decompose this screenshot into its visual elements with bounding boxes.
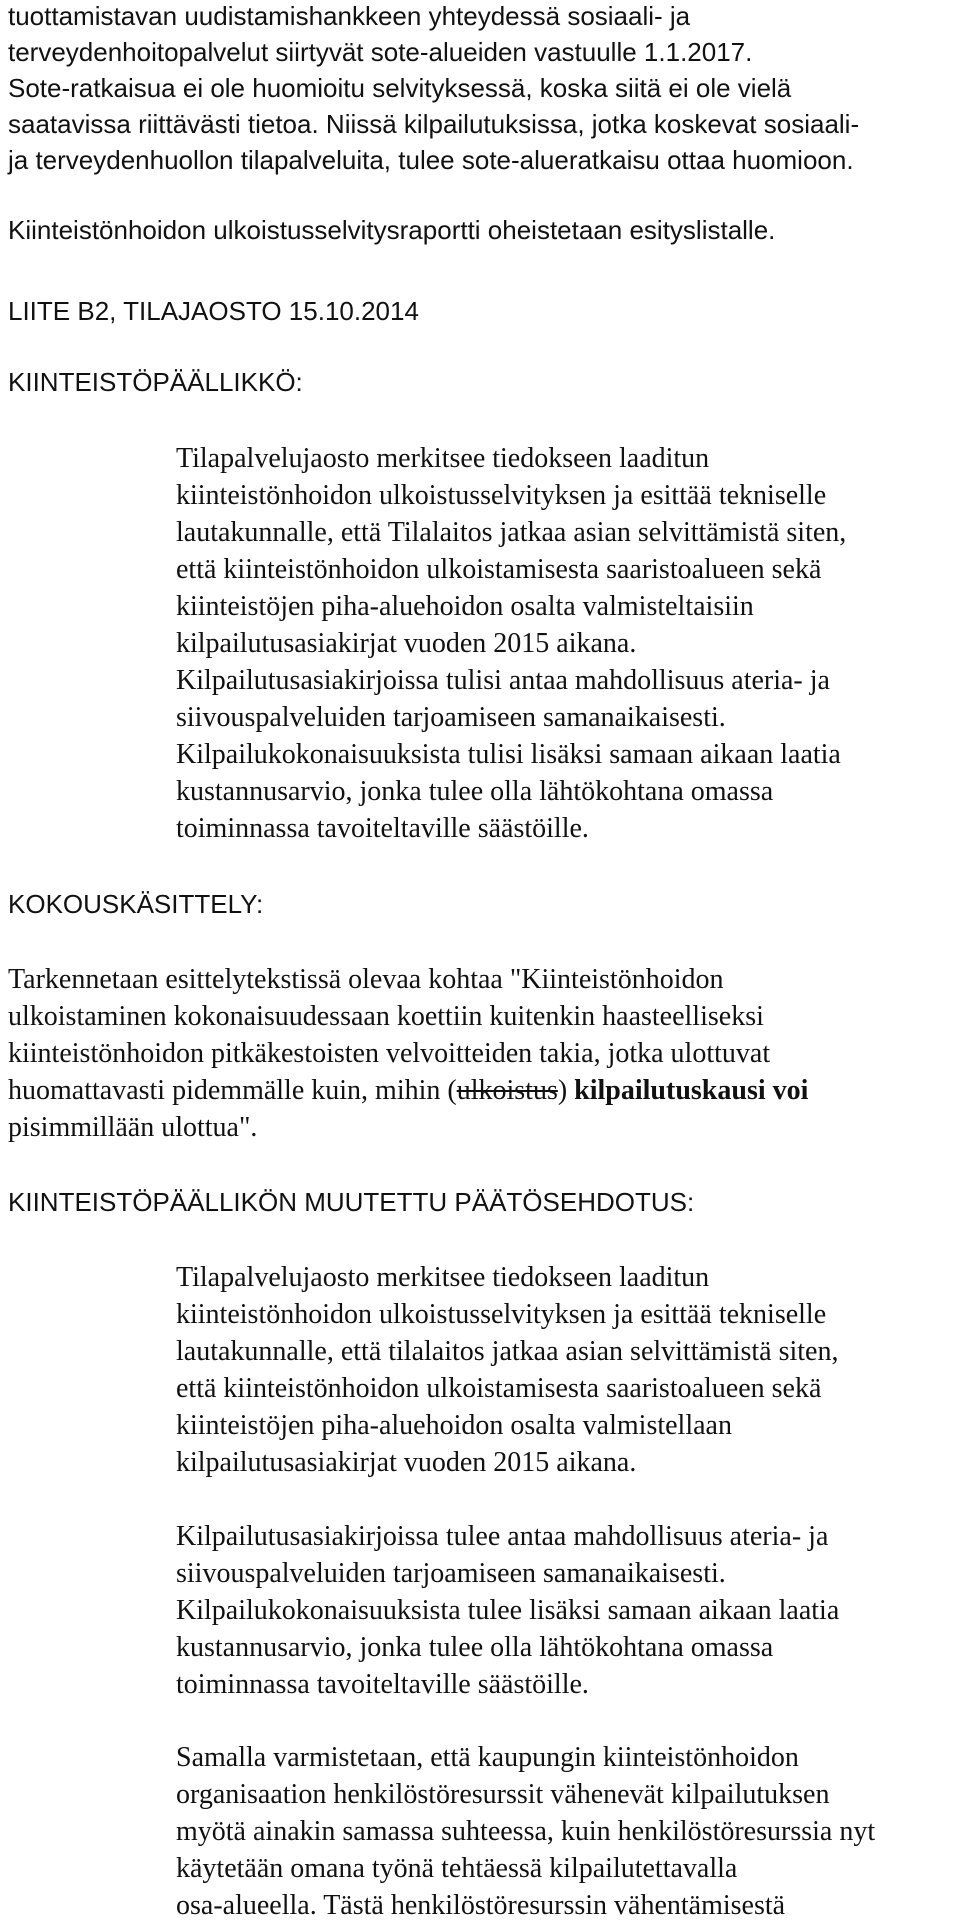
revised-line: organisaation henkilöstöresurssit vähenevät kilpailutuksen (176, 1779, 830, 1810)
revised-line: siivouspalveluiden tarjoamiseen samanaikaisesti. (176, 1558, 726, 1589)
intro-line: tuottamistavan uudistamishankkeen yhteydessä sosiaali- ja (8, 1, 691, 31)
proposal-paragraph (176, 440, 846, 847)
proposal-line: lautakunnalle, että Tilalaitos jatkaa asian selvittämistä siten, (176, 517, 847, 548)
meeting-line: ulkoistaminen kokonaisuudessaan koettiin kuitenkin haasteelliseksi (8, 1001, 764, 1032)
revised-line: osa-alueella. Tästä henkilöstöresurssin vähentämisestä (176, 1890, 786, 1920)
attachment-reference: LIITE B2, TILAJAOSTO 15.10.2014 (8, 296, 419, 326)
meeting-paragraph (8, 961, 808, 1146)
intro-line: Sote-ratkaisua ei ole huomioitu selvityksessä, koska siitä ei ole vielä (8, 73, 792, 103)
revised-line: kiinteistöjen piha-aluehoidon osalta valmistellaan (176, 1410, 732, 1441)
revised-line: Kilpailukokonaisuuksista tulee lisäksi samaan aikaan laatia (176, 1595, 840, 1626)
struck-text: ulkoistus (456, 1075, 558, 1106)
revised-line: että kiinteistönhoidon ulkoistamisesta saaristoalueen sekä (176, 1373, 822, 1404)
revised-line: Kilpailutusasiakirjoissa tulee antaa mahdollisuus ateria- ja (176, 1521, 829, 1552)
proposal-line: Kilpailukokonaisuuksista tulisi lisäksi samaan aikaan laatia (176, 739, 841, 770)
revised-paragraph-3 (176, 1739, 875, 1920)
proposal-line: Kilpailutusasiakirjoissa tulisi antaa mahdollisuus ateria- ja (176, 665, 830, 696)
proposal-line: kilpailutusasiakirjat vuoden 2015 aikana. (176, 628, 637, 659)
revised-line: myötä ainakin samassa suhteessa, kuin henkilöstöresurssia nyt (176, 1816, 876, 1847)
proposal-line: kiinteistöjen piha-aluehoidon osalta valmisteltaisiin (176, 591, 754, 622)
proposal-line: että kiinteistönhoidon ulkoistamisesta saaristoalueen sekä (176, 554, 822, 585)
revised-line: käytetään omana työnä tehtäessä kilpailutettavalla (176, 1853, 738, 1884)
proposal-line: siivouspalveluiden tarjoamiseen samanaikaisesti. (176, 702, 726, 733)
proposal-line: kiinteistönhoidon ulkoistusselvityksen ja esittää tekniselle (176, 480, 827, 511)
revised-line: Tilapalvelujaosto merkitsee tiedokseen laaditun (176, 1262, 710, 1293)
revised-line: kilpailutusasiakirjat vuoden 2015 aikana. (176, 1447, 637, 1478)
proposal-line: toiminnassa tavoiteltaville säästöille. (176, 813, 589, 844)
meeting-line: huomattavasti pidemmälle kuin, mihin (ulkoistus) kilpailutuskausi voi (8, 1075, 809, 1106)
intro-line: ja terveydenhuollon tilapalveluita, tulee sote-alueratkaisu ottaa huomioon. (8, 145, 854, 175)
attachment-note: Kiinteistönhoidon ulkoistusselvitysraportti oheistetaan esityslistalle. (8, 215, 776, 245)
meeting-line: kiinteistönhoidon pitkäkestoisten velvoitteiden takia, jotka ulottuvat (8, 1038, 771, 1069)
revised-line: toiminnassa tavoiteltaville säästöille. (176, 1669, 589, 1700)
meeting-heading: KOKOUSKÄSITTELY: (8, 889, 264, 919)
meeting-line: Tarkennetaan esittelytekstissä olevaa kohtaa "Kiinteistönhoidon (8, 964, 724, 995)
revised-line: kustannusarvio, jonka tulee olla lähtökohtana omassa (176, 1632, 774, 1663)
meeting-line: pisimmillään ulottua". (8, 1112, 258, 1143)
proposal-line: kustannusarvio, jonka tulee olla lähtökohtana omassa (176, 776, 774, 807)
revised-line: lautakunnalle, että tilalaitos jatkaa asian selvittämistä siten, (176, 1336, 839, 1367)
intro-paragraph (8, 0, 859, 178)
revised-line: Samalla varmistetaan, että kaupungin kiinteistönhoidon (176, 1742, 799, 1773)
revised-line: kiinteistönhoidon ulkoistusselvityksen ja esittää tekniselle (176, 1299, 827, 1330)
revised-paragraph-1 (176, 1259, 838, 1481)
added-text: kilpailutuskausi voi (574, 1075, 809, 1106)
revised-paragraph-2 (176, 1518, 839, 1703)
proposal-line: Tilapalvelujaosto merkitsee tiedokseen laaditun (176, 443, 710, 474)
intro-line: saatavissa riittävästi tietoa. Niissä kilpailutuksissa, jotka koskevat sosiaali- (8, 109, 860, 139)
intro-line: terveydenhoitopalvelut siirtyvät sote-alueiden vastuulle 1.1.2017. (8, 37, 753, 67)
proposal-heading: KIINTEISTÖPÄÄLLIKKÖ: (8, 367, 303, 397)
revised-heading: KIINTEISTÖPÄÄLLIKÖN MUUTETTU PÄÄTÖSEHDOTUS: (8, 1187, 695, 1217)
